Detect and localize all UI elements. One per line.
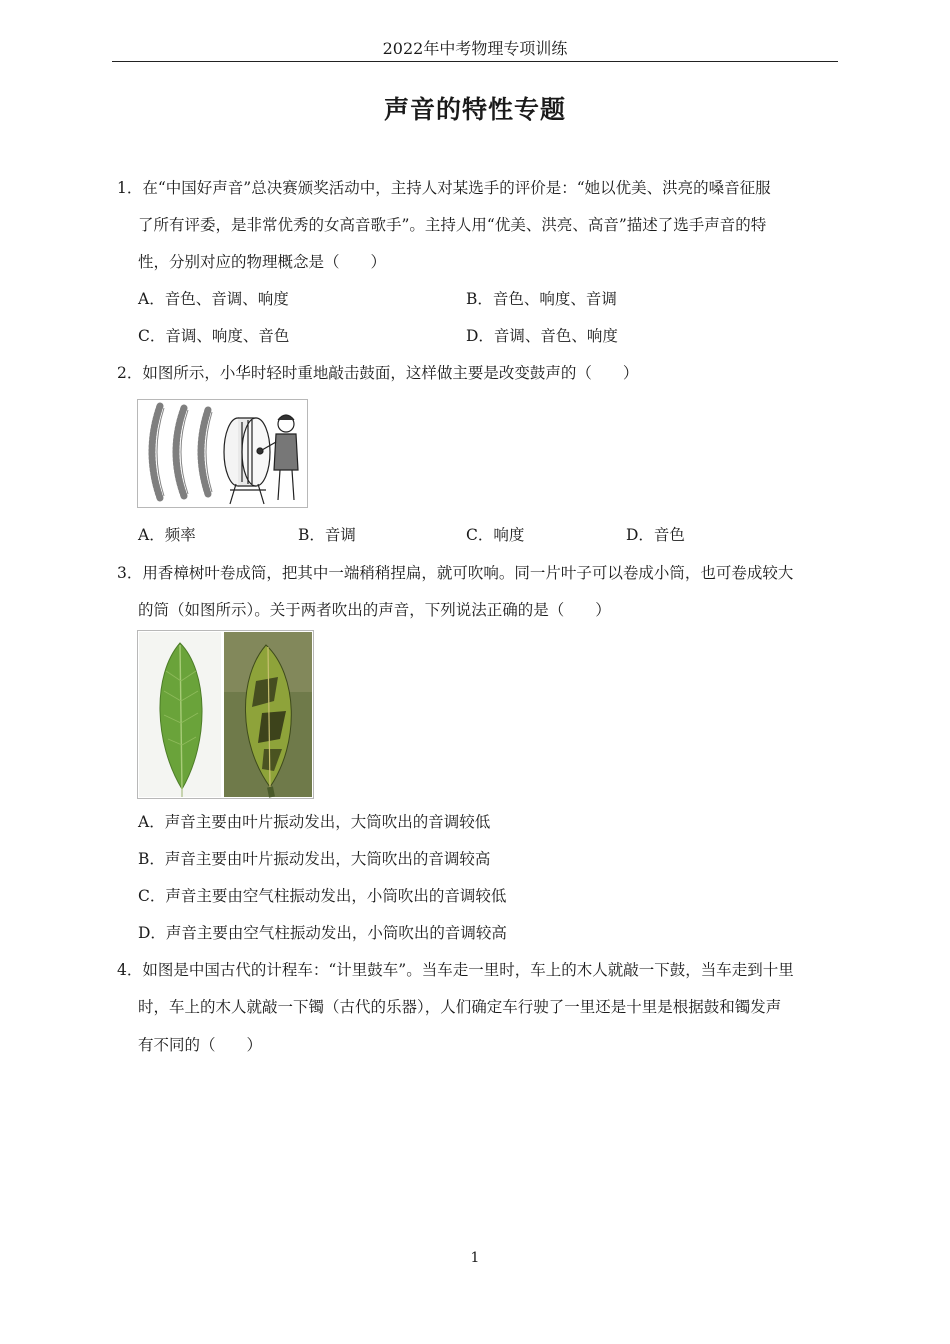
q2-option-b: B．音调 <box>298 526 356 544</box>
q2-option-d: D．音色 <box>626 526 685 544</box>
q1-line-2: 了所有评委，是非常优秀的女高音歌手”。主持人用“优美、洪亮、高音”描述了选手声音的特 <box>138 216 767 234</box>
q2-option-a: A．频率 <box>138 526 196 544</box>
drum-illustration <box>138 400 307 507</box>
leaf-illustration <box>138 631 313 798</box>
header-divider <box>112 61 838 62</box>
page-title: 声音的特性专题 <box>383 95 566 124</box>
q3-option-a: A．声音主要由叶片振动发出，大筒吹出的音调较低 <box>138 813 491 831</box>
q3-option-b: B．声音主要由叶片振动发出，大筒吹出的音调较高 <box>138 850 491 868</box>
q2-option-c: C．响度 <box>466 526 525 544</box>
q3-option-c: C．声音主要由空气柱振动发出，小筒吹出的音调较低 <box>138 887 507 905</box>
q1-option-b: B．音色、响度、音调 <box>466 290 617 308</box>
leaf-figure <box>137 630 314 799</box>
q1-line-1: 1．在“中国好声音”总决赛颁奖活动中，主持人对某选手的评价是：“她以优美、洪亮的嗓音征服 <box>117 179 771 197</box>
q3-option-d: D．声音主要由空气柱振动发出，小筒吹出的音调较高 <box>138 924 507 942</box>
q3-line-1: 3．用香樟树叶卷成筒，把其中一端稍稍捏扁，就可吹响。同一片叶子可以卷成小筒，也可卷成较大 <box>117 564 794 582</box>
q1-option-a: A．音色、音调、响度 <box>138 290 289 308</box>
q1-line-3: 性，分别对应的物理概念是（ ） <box>138 253 387 271</box>
q2-line-1: 2．如图所示，小华时轻时重地敲击鼓面，这样做主要是改变鼓声的（ ） <box>117 364 639 382</box>
q4-line-1: 4．如图是中国古代的计程车：“计里鼓车”。当车走一里时，车上的木人就敲一下鼓，当车走到十里 <box>117 961 794 979</box>
drum <box>224 418 270 504</box>
page-number: 1 <box>470 1250 480 1266</box>
q1-option-c: C．音调、响度、音色 <box>138 327 290 345</box>
q1-option-d: D．音调、音色、响度 <box>466 327 618 345</box>
q4-line-2: 时，车上的木人就敲一下镯（古代的乐器），人们确定车行驶了一里还是十里是根据鼓和镯发声 <box>138 998 782 1016</box>
drum-figure <box>137 399 308 508</box>
page-header: 2022年中考物理专项训练 <box>382 39 568 58</box>
q3-line-2: 的筒（如图所示）。关于两者吹出的声音，下列说法正确的是（ ） <box>138 601 611 619</box>
q4-line-3: 有不同的（ ） <box>138 1036 263 1054</box>
